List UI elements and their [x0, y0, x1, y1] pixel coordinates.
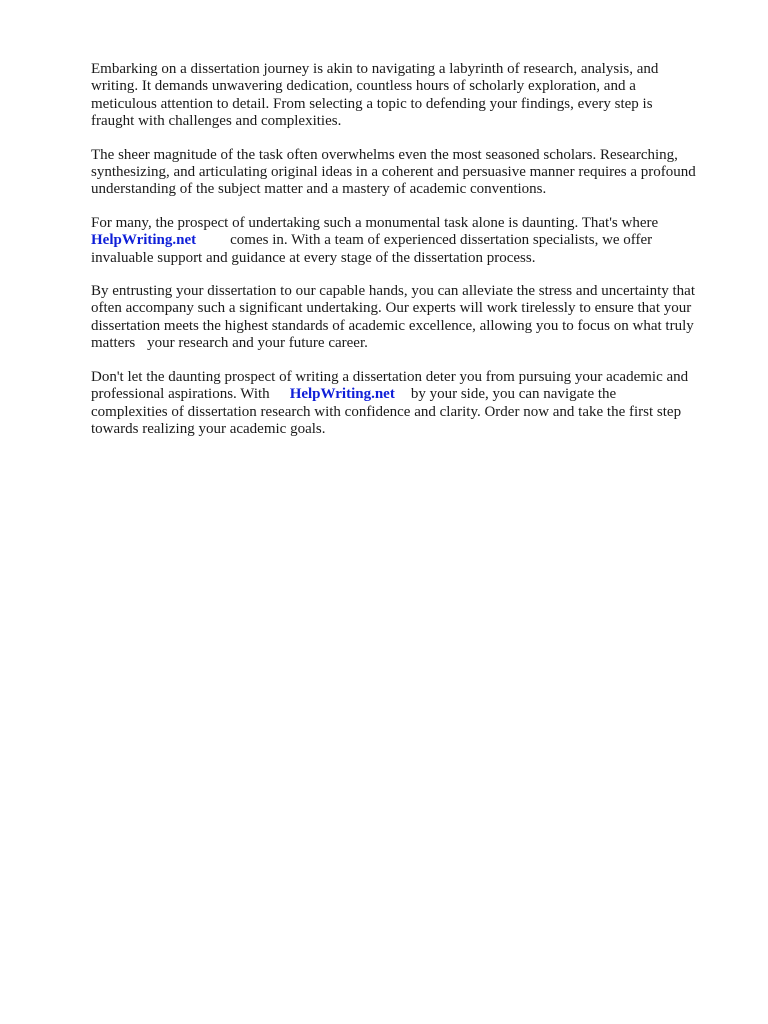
document-page	[91, 61, 731, 454]
text-line: The sheer magnitude of the task often overwhelms even the most seasoned scholars. Researching,	[91, 146, 678, 163]
text-fragment: professional aspirations. With	[91, 386, 270, 403]
paragraph-entrusting	[91, 283, 731, 353]
text-line: Don't let the daunting prospect of writing a dissertation deter you from pursuing your academic and	[91, 368, 689, 385]
text-line: often accompany such a significant undertaking. Our experts will work tirelessly to ensure that your	[91, 300, 692, 317]
paragraph-intro	[91, 61, 731, 131]
text-fragment: your research and your future career.	[147, 335, 368, 352]
text-line: writing. It demands unwavering dedication, countless hours of scholarly exploration, and a	[91, 78, 636, 95]
text-line-with-link	[91, 386, 731, 403]
paragraph-magnitude	[91, 147, 731, 199]
text-line: invaluable support and guidance at every stage of the dissertation process.	[91, 249, 536, 266]
helpwriting-link[interactable]: HelpWriting.net	[289, 386, 395, 403]
text-line: By entrusting your dissertation to our capable hands, you can alleviate the stress and uncertainty that	[91, 283, 695, 300]
text-line: meticulous attention to detail. From selecting a topic to defending your findings, every step is	[91, 95, 653, 112]
helpwriting-link[interactable]: HelpWriting.net	[91, 232, 197, 249]
text-line: Embarking on a dissertation journey is akin to navigating a labyrinth of research, analysis, and	[91, 61, 659, 77]
text-line: dissertation meets the highest standards of academic excellence, allowing you to focus on what truly	[91, 317, 694, 334]
text-line: towards realizing your academic goals.	[91, 420, 326, 437]
text-fragment: matters	[91, 335, 136, 352]
text-line: synthesizing, and articulating original ideas in a coherent and persuasive manner requires a profound	[91, 164, 696, 181]
paragraph-help	[91, 215, 731, 267]
text-line: For many, the prospect of undertaking such a monumental task alone is daunting. That's where	[91, 214, 659, 231]
paragraph-closing	[91, 369, 731, 439]
text-line-with-link	[91, 232, 731, 249]
text-line: fraught with challenges and complexities.	[91, 113, 342, 130]
text-fragment: by your side, you can navigate the	[410, 386, 617, 403]
text-fragment: comes in. With a team of experienced dissertation specialists, we offer	[230, 232, 653, 249]
text-line: understanding of the subject matter and a mastery of academic conventions.	[91, 181, 547, 198]
text-line	[91, 335, 731, 352]
text-line: complexities of dissertation research with confidence and clarity. Order now and take the first step	[91, 403, 682, 420]
